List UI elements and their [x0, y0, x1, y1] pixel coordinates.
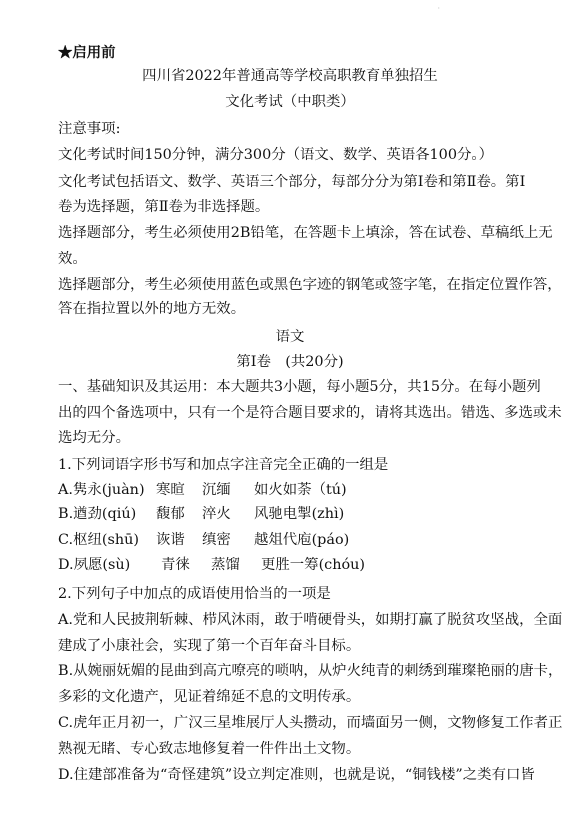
option-word: 淬火	[202, 506, 231, 522]
option-word: C.枢纽(shū)	[58, 532, 140, 548]
option-word: 越俎代庖(páo)	[254, 532, 350, 548]
option-word: 风驰电掣(zhì)	[254, 506, 345, 522]
notice-line: 选择题部分，考生必须使用2B铅笔，在答题卡上填涂，答在试卷、草稿纸上无	[58, 225, 553, 241]
option-word: 如火如荼（tú)	[254, 482, 347, 498]
question-1-option-b	[58, 505, 344, 523]
question-2-line: B.从婉丽妩媚的昆曲到高亢嘹亮的唢呐，从炉火纯青的刺绣到璀璨艳丽的唐卡，	[58, 663, 563, 679]
option-word: A.隽永(juàn)	[58, 482, 145, 498]
notice-line: 文化考试时间150分钟，满分300分（语文、数学、英语各100分。）	[58, 147, 493, 163]
option-word: 缜密	[202, 532, 231, 548]
question-1-option-a	[58, 481, 347, 499]
notice-line: 卷为选择题，第Ⅱ卷为非选择题。	[58, 199, 270, 215]
question-1-option-d	[58, 556, 365, 574]
section-intro-line: 一、基础知识及其运用：本大题共3小题，每小题5分，共15分。在每小题列	[58, 379, 541, 395]
question-2-line: A.党和人民披荆斩棘、栉风沐雨，敢于啃硬骨头，如期打赢了脱贫攻坚战，全面	[58, 612, 563, 628]
volume-heading: 第Ⅰ卷 (共20分)	[236, 354, 344, 370]
question-2-line: 熟视无睹、专心致志地修复着一件件出土文物。	[58, 741, 361, 757]
section-intro-line: 出的四个备选项中，只有一个是符合题目要求的，请将其选出。错选、多选或未	[58, 405, 562, 421]
question-1-stem: 1.下列词语字形书写和加点字注音完全正确的一组是	[58, 457, 389, 473]
question-1-option-c	[58, 531, 349, 549]
option-word: B.遒劲(qiú)	[58, 506, 137, 522]
subject-heading: 语文	[275, 329, 305, 345]
scan-dot: ·	[437, 4, 440, 13]
option-word: 诙谐	[156, 532, 185, 548]
option-word: 青徕	[161, 557, 190, 573]
option-word: 沉缅	[202, 482, 231, 498]
option-word: 更胜一筹(chóu)	[261, 557, 366, 573]
exam-title: 四川省2022年普通高等学校高职教育单独招生	[142, 68, 438, 84]
notice-line: 文化考试包括语文、数学、英语三个部分，每部分分为第Ⅰ卷和第Ⅱ卷。第Ⅰ	[58, 174, 526, 190]
question-2-stem: 2.下列句子中加点的成语使用恰当的一项是	[58, 586, 331, 602]
notice-heading: 注意事项:	[58, 121, 121, 137]
option-word: D.夙愿(sù)	[58, 557, 131, 573]
question-2-line: 多彩的文化遗产，见证着绵延不息的文明传承。	[58, 689, 361, 705]
exam-subtitle: 文化考试（中职类）	[225, 94, 355, 110]
notice-line: 选择题部分，考生必须使用蓝色或黑色字迹的钢笔或签字笔，在指定位置作答，	[58, 277, 562, 293]
confidential-mark: ★启用前	[58, 44, 116, 61]
notice-line: 答在指拉置以外的地方无效。	[58, 301, 246, 317]
section-intro-line: 选均无分。	[58, 430, 130, 446]
option-word: 馥郁	[156, 506, 185, 522]
question-2-line: C.虎年正月初一，广汉三星堆展厅人头攒动，而墙面另一侧，文物修复工作者正	[58, 715, 563, 731]
notice-line: 效。	[58, 251, 87, 267]
option-word: 寒暄	[156, 482, 185, 498]
option-word: 蒸馏	[211, 557, 240, 573]
question-2-line: 建成了小康社会，实现了第一个百年奋斗目标。	[58, 638, 361, 654]
question-2-line: D.住建部准备为“奇怪建筑”设立判定准则，也就是说，“铜钱楼”之类有口皆	[58, 767, 535, 783]
